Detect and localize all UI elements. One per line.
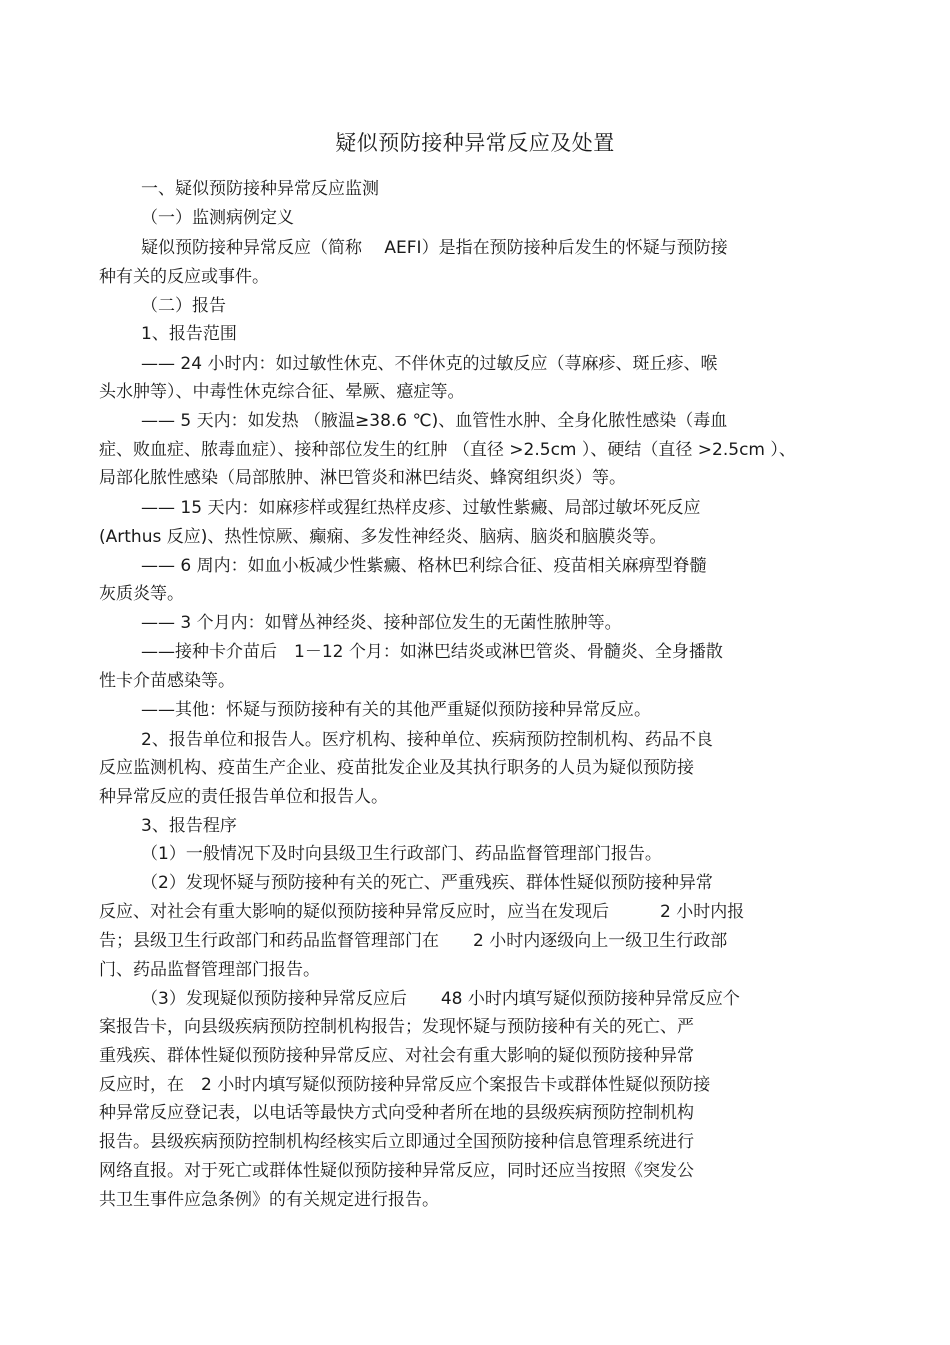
text-line: 反应监测机构、疫苗生产企业、疫苗批发企业及其执行职务的人员为疑似预防接 — [99, 758, 694, 778]
text-line: （二）报告 — [141, 296, 226, 316]
text-line: —— 15 天内：如麻疹样或猩红热样皮疹、过敏性紫癜、局部过敏坏死反应 — [141, 498, 701, 518]
text-line: 重残疾、群体性疑似预防接种异常反应、对社会有重大影响的疑似预防接种异常 — [99, 1046, 694, 1066]
text-line: 2、报告单位和报告人。医疗机构、接种单位、疾病预防控制机构、药品不良 — [141, 730, 713, 750]
text-line: （2）发现怀疑与预防接种有关的死亡、严重残疾、群体性疑似预防接种异常 — [141, 873, 713, 893]
text-line: （1）一般情况下及时向县级卫生行政部门、药品监督管理部门报告。 — [141, 844, 662, 864]
text-line: 报告。县级疾病预防控制机构经核实后立即通过全国预防接种信息管理系统进行 — [99, 1132, 694, 1152]
text-line: 种异常反应的责任报告单位和报告人。 — [99, 787, 388, 807]
document-title: 疑似预防接种异常反应及处置 — [335, 131, 615, 155]
text-line: 种异常反应登记表，以电话等最快方式向受种者所在地的县级疾病预防控制机构 — [99, 1103, 694, 1123]
text-line: ——接种卡介苗后 1－12 个月：如淋巴结炎或淋巴管炎、骨髓炎、全身播散 — [141, 642, 723, 662]
text-line: 头水肿等）、中毒性休克综合征、晕厥、癔症等。 — [99, 382, 465, 402]
text-line: 告；县级卫生行政部门和药品监督管理部门在 2 小时内逐级向上一级卫生行政部 — [99, 931, 728, 951]
text-line: 案报告卡，向县级疾病预防控制机构报告；发现怀疑与预防接种有关的死亡、严 — [99, 1017, 694, 1037]
text-line: 灰质炎等。 — [99, 584, 184, 604]
text-line: 3、报告程序 — [141, 816, 237, 836]
text-line: 1、报告范围 — [141, 324, 237, 344]
text-line: 门、药品监督管理部门报告。 — [99, 960, 320, 980]
text-line: —— 5 天内：如发热 （腋温≥38.6 ℃)、血管性水肿、全身化脓性感染（毒血 — [141, 411, 728, 431]
text-line: 网络直报。对于死亡或群体性疑似预防接种异常反应，同时还应当按照《突发公 — [99, 1161, 694, 1181]
text-line: 局部化脓性感染（局部脓肿、淋巴管炎和淋巴结炎、蜂窝组织炎）等。 — [99, 468, 626, 488]
text-line: —— 24 小时内：如过敏性休克、不伴休克的过敏反应（荨麻疹、斑丘疹、喉 — [141, 354, 718, 374]
text-line: 一、疑似预防接种异常反应监测 — [141, 179, 379, 199]
text-line: 种有关的反应或事件。 — [99, 267, 269, 287]
text-line: （一）监测病例定义 — [141, 208, 294, 228]
text-line: 症、败血症、脓毒血症）、接种部位发生的红肿 （直径 >2.5cm ）、硬结（直径 >2.5cm ）、 — [99, 440, 796, 460]
text-line: (Arthus 反应)、热性惊厥、癫痫、多发性神经炎、脑病、脑炎和脑膜炎等。 — [99, 527, 667, 547]
text-line: ——其他：怀疑与预防接种有关的其他严重疑似预防接种异常反应。 — [141, 700, 651, 720]
text-line: 反应时，在 2 小时内填写疑似预防接种异常反应个案报告卡或群体性疑似预防接 — [99, 1075, 711, 1095]
text-line: 疑似预防接种异常反应（简称 AEFI）是指在预防接种后发生的怀疑与预防接 — [141, 238, 728, 258]
text-line: —— 6 周内：如血小板减少性紫癜、格林巴利综合征、疫苗相关麻痹型脊髓 — [141, 556, 707, 576]
text-line: 共卫生事件应急条例》的有关规定进行报告。 — [99, 1190, 439, 1210]
text-line: （3）发现疑似预防接种异常反应后 48 小时内填写疑似预防接种异常反应个 — [141, 989, 740, 1009]
text-line: 反应、对社会有重大影响的疑似预防接种异常反应时，应当在发现后 2 小时内报 — [99, 902, 745, 922]
text-line: —— 3 个月内：如臂丛神经炎、接种部位发生的无菌性脓肿等。 — [141, 613, 622, 633]
text-line: 性卡介苗感染等。 — [99, 671, 235, 691]
